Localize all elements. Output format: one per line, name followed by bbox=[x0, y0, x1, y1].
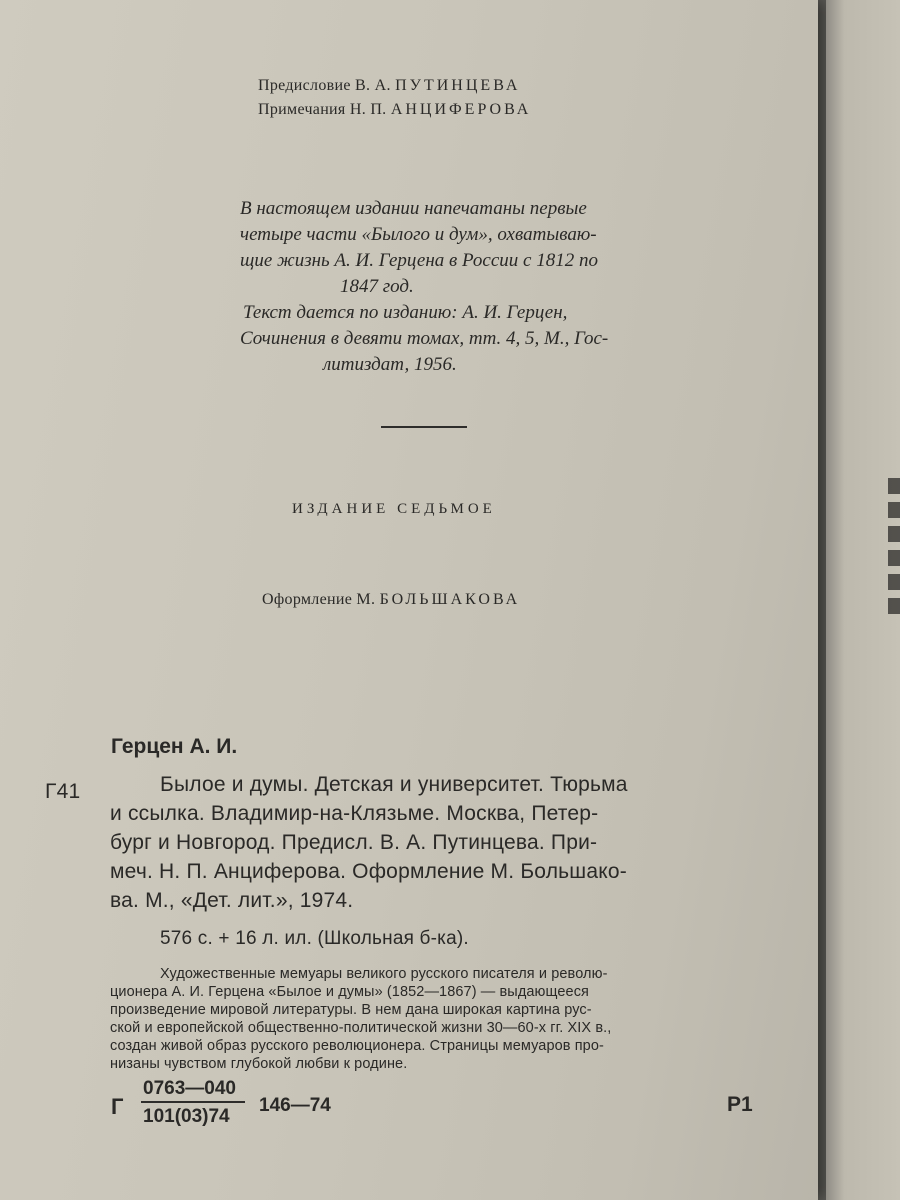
section-divider bbox=[381, 426, 467, 428]
edition-note-line: В настоящем издании напечатаны первые bbox=[240, 198, 587, 219]
edition-note-line: 1847 год. bbox=[340, 276, 414, 297]
adjacent-text-fragment bbox=[888, 574, 900, 590]
annotation-line: ционера А. И. Герцена «Былое и думы» (1852—1867) — выдающееся bbox=[110, 984, 590, 1000]
index-number: 146—74 bbox=[259, 1095, 331, 1116]
adjacent-text-fragment bbox=[888, 502, 900, 518]
edition-title: ИЗДАНИЕ СЕДЬМОЕ bbox=[292, 501, 496, 517]
adjacent-text-fragment bbox=[888, 598, 900, 614]
notes-name: АНЦИФЕРОВА bbox=[390, 101, 532, 118]
edition-note-line: щие жизнь А. И. Герцена в России с 1812 по bbox=[240, 250, 598, 271]
catalog-description-line: Былое и думы. Детская и университет. Тюрьма bbox=[160, 773, 628, 796]
design-credit bbox=[262, 591, 520, 609]
catalog-pages: 576 с. + 16 л. ил. (Школьная б-ка). bbox=[160, 928, 469, 949]
adjacent-text-fragment bbox=[888, 550, 900, 566]
catalog-description-line: и ссылка. Владимир-на-Клязьме. Москва, Петер- bbox=[110, 802, 599, 825]
annotation-line: низаны чувством глубокой любви к родине. bbox=[110, 1056, 408, 1072]
edition-note-line: четыре части «Былого и дум», охватываю- bbox=[240, 224, 597, 245]
adjacent-text-fragment bbox=[888, 478, 900, 494]
preface-credit bbox=[258, 77, 520, 95]
annotation-line: ской и европейской общественно-политической жизни 30—60-х гг. XIX в., bbox=[110, 1020, 612, 1036]
index-letter: Г bbox=[111, 1094, 124, 1119]
adjacent-page-edge bbox=[826, 0, 900, 1200]
edition-note-line: Сочинения в девяти томах, тт. 4, 5, М., Гос- bbox=[240, 328, 609, 349]
edition-note-line: Текст дается по изданию: А. И. Герцен, bbox=[243, 302, 568, 323]
index-fraction-bar bbox=[141, 1101, 245, 1103]
design-name: БОЛЬШАКОВА bbox=[379, 591, 521, 608]
index-numerator: 0763—040 bbox=[143, 1078, 236, 1099]
annotation-line: произведение мировой литературы. В нем дана широкая картина рус- bbox=[110, 1002, 592, 1018]
design-label: Оформление М. bbox=[262, 591, 376, 608]
catalog-code: Г41 bbox=[45, 780, 81, 803]
catalog-description-line: бург и Новгород. Предисл. В. А. Путинцева. При- bbox=[110, 831, 598, 854]
annotation-line: создан живой образ русского революционера. Страницы мемуаров про- bbox=[110, 1038, 604, 1054]
preface-label: Предисловие В. А. bbox=[258, 77, 391, 94]
notes-credit bbox=[258, 101, 531, 119]
annotation-line: Художественные мемуары великого русского писателя и револю- bbox=[160, 966, 608, 982]
catalog-description-line: меч. Н. П. Анциферова. Оформление М. Большако- bbox=[110, 860, 627, 883]
notes-label: Примечания Н. П. bbox=[258, 101, 387, 118]
preface-name: ПУТИНЦЕВА bbox=[395, 77, 521, 94]
adjacent-text-fragment bbox=[888, 526, 900, 542]
catalog-description-line: ва. М., «Дет. лит.», 1974. bbox=[110, 889, 354, 912]
classification-code: Р1 bbox=[727, 1093, 753, 1116]
catalog-author: Герцен А. И. bbox=[111, 735, 238, 758]
edition-note-line: литиздат, 1956. bbox=[323, 354, 457, 375]
index-denominator: 101(03)74 bbox=[143, 1106, 230, 1127]
